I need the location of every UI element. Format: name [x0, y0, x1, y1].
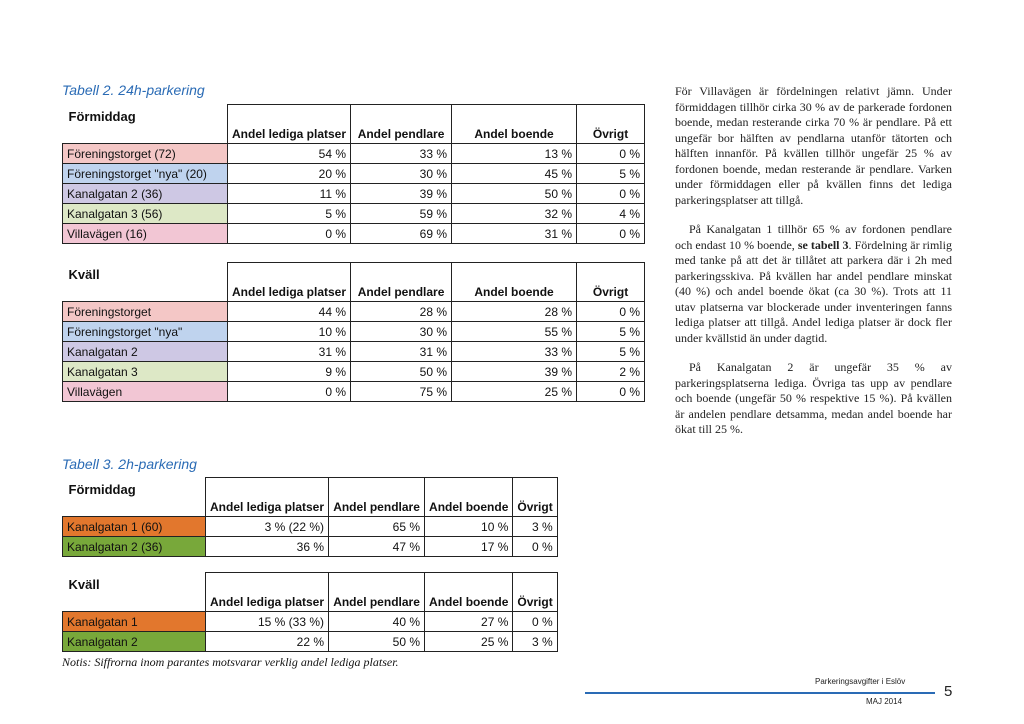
table-row: [63, 224, 645, 244]
table-cell: 75 %: [351, 382, 452, 402]
table-cell: 50 %: [329, 632, 425, 652]
table-cell: 5 %: [577, 342, 645, 362]
table-cell: 36 %: [206, 537, 329, 557]
header-spacer-cell: [513, 478, 557, 498]
table-row: [63, 302, 645, 322]
table-row: [63, 342, 645, 362]
table-cell: 32 %: [452, 204, 577, 224]
paragraph-kanalgatan-2: På Kanalgatan 2 är ungefär 35 % av parkeringsplatserna lediga. Övriga tas upp av pendlare och boende (ungefär 50 % respektive 15 %). På kvällen är andelen pendlare detsamma, medan andel boende har ökat till 25 %.: [675, 360, 952, 436]
footer-divider: [585, 692, 935, 694]
table-row: [63, 612, 558, 632]
header-spacer-cell: [329, 573, 425, 593]
column-header: Övrigt: [513, 592, 557, 612]
header-spacer-cell: [425, 478, 513, 498]
table-cell: 50 %: [351, 362, 452, 382]
table-row: [63, 144, 645, 164]
table-cell: 65 %: [329, 517, 425, 537]
table-cell: 5 %: [577, 322, 645, 342]
column-header: Andel lediga platser: [206, 497, 329, 517]
table-cell: 9 %: [228, 362, 351, 382]
column-header: Andel pendlare: [329, 592, 425, 612]
table-cell: 25 %: [452, 382, 577, 402]
column-header: Övrigt: [577, 282, 645, 302]
header-spacer-cell: [228, 263, 351, 283]
row-label: Kanalgatan 3 (56): [63, 204, 228, 224]
table-cell: 33 %: [351, 144, 452, 164]
row-label: Föreningstorget "nya" (20): [63, 164, 228, 184]
table-section-title: Förmiddag: [68, 481, 136, 497]
table-row: [63, 517, 558, 537]
table-cell: 33 %: [452, 342, 577, 362]
footer-date: MAJ 2014: [866, 697, 903, 706]
column-header: Andel lediga platser: [228, 282, 351, 302]
table-row: [63, 382, 645, 402]
table-cell: 39 %: [452, 362, 577, 382]
table-cell: 0 %: [513, 537, 557, 557]
header-spacer-cell: [513, 573, 557, 593]
table-cell: 5 %: [577, 164, 645, 184]
table-cell: 59 %: [351, 204, 452, 224]
table-cell: 3 %: [513, 517, 557, 537]
table-cell: 54 %: [228, 144, 351, 164]
table-row: [63, 322, 645, 342]
table-section-title: Förmiddag: [68, 108, 136, 124]
header-spacer-cell: [351, 263, 452, 283]
table2-caption: Tabell 2. 24h-parkering: [62, 82, 205, 98]
table-cell: 31 %: [228, 342, 351, 362]
table-cell: 0 %: [577, 184, 645, 204]
table-row: [63, 632, 558, 652]
row-label: Kanalgatan 1 (60): [63, 517, 206, 537]
row-label: Kanalgatan 1: [63, 612, 206, 632]
table-cell: 30 %: [351, 164, 452, 184]
table-cell: 30 %: [351, 322, 452, 342]
table-cell: 0 %: [228, 382, 351, 402]
table-row: [63, 537, 558, 557]
row-label: Föreningstorget "nya": [63, 322, 228, 342]
footer-title: Parkeringsavgifter i Eslöv: [815, 677, 906, 686]
row-label: Kanalgatan 3: [63, 362, 228, 382]
row-label: Kanalgatan 2 (36): [63, 537, 206, 557]
column-header: Andel pendlare: [351, 124, 452, 144]
paragraph-text: . Fördelning är rimlig med tanke på att det är tillåtet att parkera där i 2h med parkeringsskiva. På kvällen har andel pendlare minskat (40 %) och andel boende ökat (ca 30 %). Trots att 11 utav platserna var blockerade under inventeringen fanns lediga platser att tillgå. Andel lediga platser är dock fler under kvällstid än under dagtid.: [675, 237, 952, 345]
table-cell: 45 %: [452, 164, 577, 184]
row-label: Kanalgatan 2 (36): [63, 184, 228, 204]
table-cell: 4 %: [577, 204, 645, 224]
header-spacer-cell: [351, 105, 452, 125]
body-text: [675, 84, 952, 452]
table-note: Notis: Siffrorna inom parantes motsvarar verklig andel lediga platser.: [62, 655, 399, 669]
table-cell: 50 %: [452, 184, 577, 204]
header-spacer-cell: [329, 478, 425, 498]
paragraph-villavagen: För Villavägen är fördelningen relativt jämn. Under förmiddagen tillhör cirka 30 % av de parkerade fordonen boende, medan resterande cirka 70 % är pendlare. På ett ungefär bor hälften av pendlarna utanför tätorten och hälften innanför. På kvällen tillhör ungefär 25 % av fordonen boende, medan resterande är pendlare. Varken under förmiddagen eller på kvällen finns det lediga parkeringsplatser att tillgå.: [675, 84, 952, 207]
table2-morning: [62, 104, 645, 244]
table-reference: se tabell 3: [797, 237, 849, 252]
table-cell: 27 %: [425, 612, 513, 632]
header-spacer-cell: [452, 263, 577, 283]
column-header: Andel boende: [452, 282, 577, 302]
row-label: Föreningstorget (72): [63, 144, 228, 164]
table2-evening: [62, 262, 645, 402]
table-row: [63, 184, 645, 204]
column-header: Andel pendlare: [329, 497, 425, 517]
table-cell: 47 %: [329, 537, 425, 557]
table-cell: 11 %: [228, 184, 351, 204]
table3-caption: Tabell 3. 2h-parkering: [62, 456, 197, 472]
table-cell: 0 %: [577, 144, 645, 164]
table-cell: 0 %: [228, 224, 351, 244]
table-section-title: Kväll: [68, 266, 100, 282]
table-cell: 28 %: [452, 302, 577, 322]
column-header: Andel boende: [425, 497, 513, 517]
table-cell: 31 %: [452, 224, 577, 244]
table-cell: 69 %: [351, 224, 452, 244]
header-spacer-cell: [425, 573, 513, 593]
row-label: Villavägen (16): [63, 224, 228, 244]
row-label: Kanalgatan 2: [63, 342, 228, 362]
table-cell: 15 % (33 %): [206, 612, 329, 632]
row-label: Kanalgatan 2: [63, 632, 206, 652]
table-cell: 20 %: [228, 164, 351, 184]
header-spacer-cell: [206, 478, 329, 498]
row-label: Föreningstorget: [63, 302, 228, 322]
column-header: Övrigt: [513, 497, 557, 517]
table-cell: 31 %: [351, 342, 452, 362]
table-row: [63, 362, 645, 382]
table-cell: 22 %: [206, 632, 329, 652]
table-cell: 0 %: [577, 302, 645, 322]
table-cell: 2 %: [577, 362, 645, 382]
table-cell: 3 % (22 %): [206, 517, 329, 537]
column-header: Andel boende: [425, 592, 513, 612]
header-spacer-cell: [452, 105, 577, 125]
paragraph-kanalgatan-1: [675, 222, 952, 346]
table-cell: 55 %: [452, 322, 577, 342]
column-header: Övrigt: [577, 124, 645, 144]
header-spacer-cell: [577, 263, 645, 283]
table3-morning: [62, 477, 558, 557]
table-cell: 13 %: [452, 144, 577, 164]
table-cell: 0 %: [513, 612, 557, 632]
table-cell: 0 %: [577, 382, 645, 402]
table-cell: 5 %: [228, 204, 351, 224]
table-row: [63, 164, 645, 184]
header-spacer-cell: [206, 573, 329, 593]
header-spacer-cell: [228, 105, 351, 125]
table3-evening: [62, 572, 558, 652]
table-cell: 28 %: [351, 302, 452, 322]
table-section-title: Kväll: [68, 576, 100, 592]
table-cell: 25 %: [425, 632, 513, 652]
paragraph-text: På Kanalgatan 1 tillhör 65 % av fordonen pendlare och endast 10 % boende,: [675, 222, 952, 252]
table-cell: 3 %: [513, 632, 557, 652]
header-spacer-cell: [577, 105, 645, 125]
column-header: Andel boende: [452, 124, 577, 144]
table-row: [63, 204, 645, 224]
column-header: Andel pendlare: [351, 282, 452, 302]
row-label: Villavägen: [63, 382, 228, 402]
column-header: Andel lediga platser: [206, 592, 329, 612]
table-cell: 40 %: [329, 612, 425, 632]
table-cell: 0 %: [577, 224, 645, 244]
table-cell: 10 %: [228, 322, 351, 342]
column-header: Andel lediga platser: [228, 124, 351, 144]
table-cell: 10 %: [425, 517, 513, 537]
table-cell: 17 %: [425, 537, 513, 557]
page-number: 5: [944, 683, 953, 700]
table-cell: 39 %: [351, 184, 452, 204]
table-cell: 44 %: [228, 302, 351, 322]
